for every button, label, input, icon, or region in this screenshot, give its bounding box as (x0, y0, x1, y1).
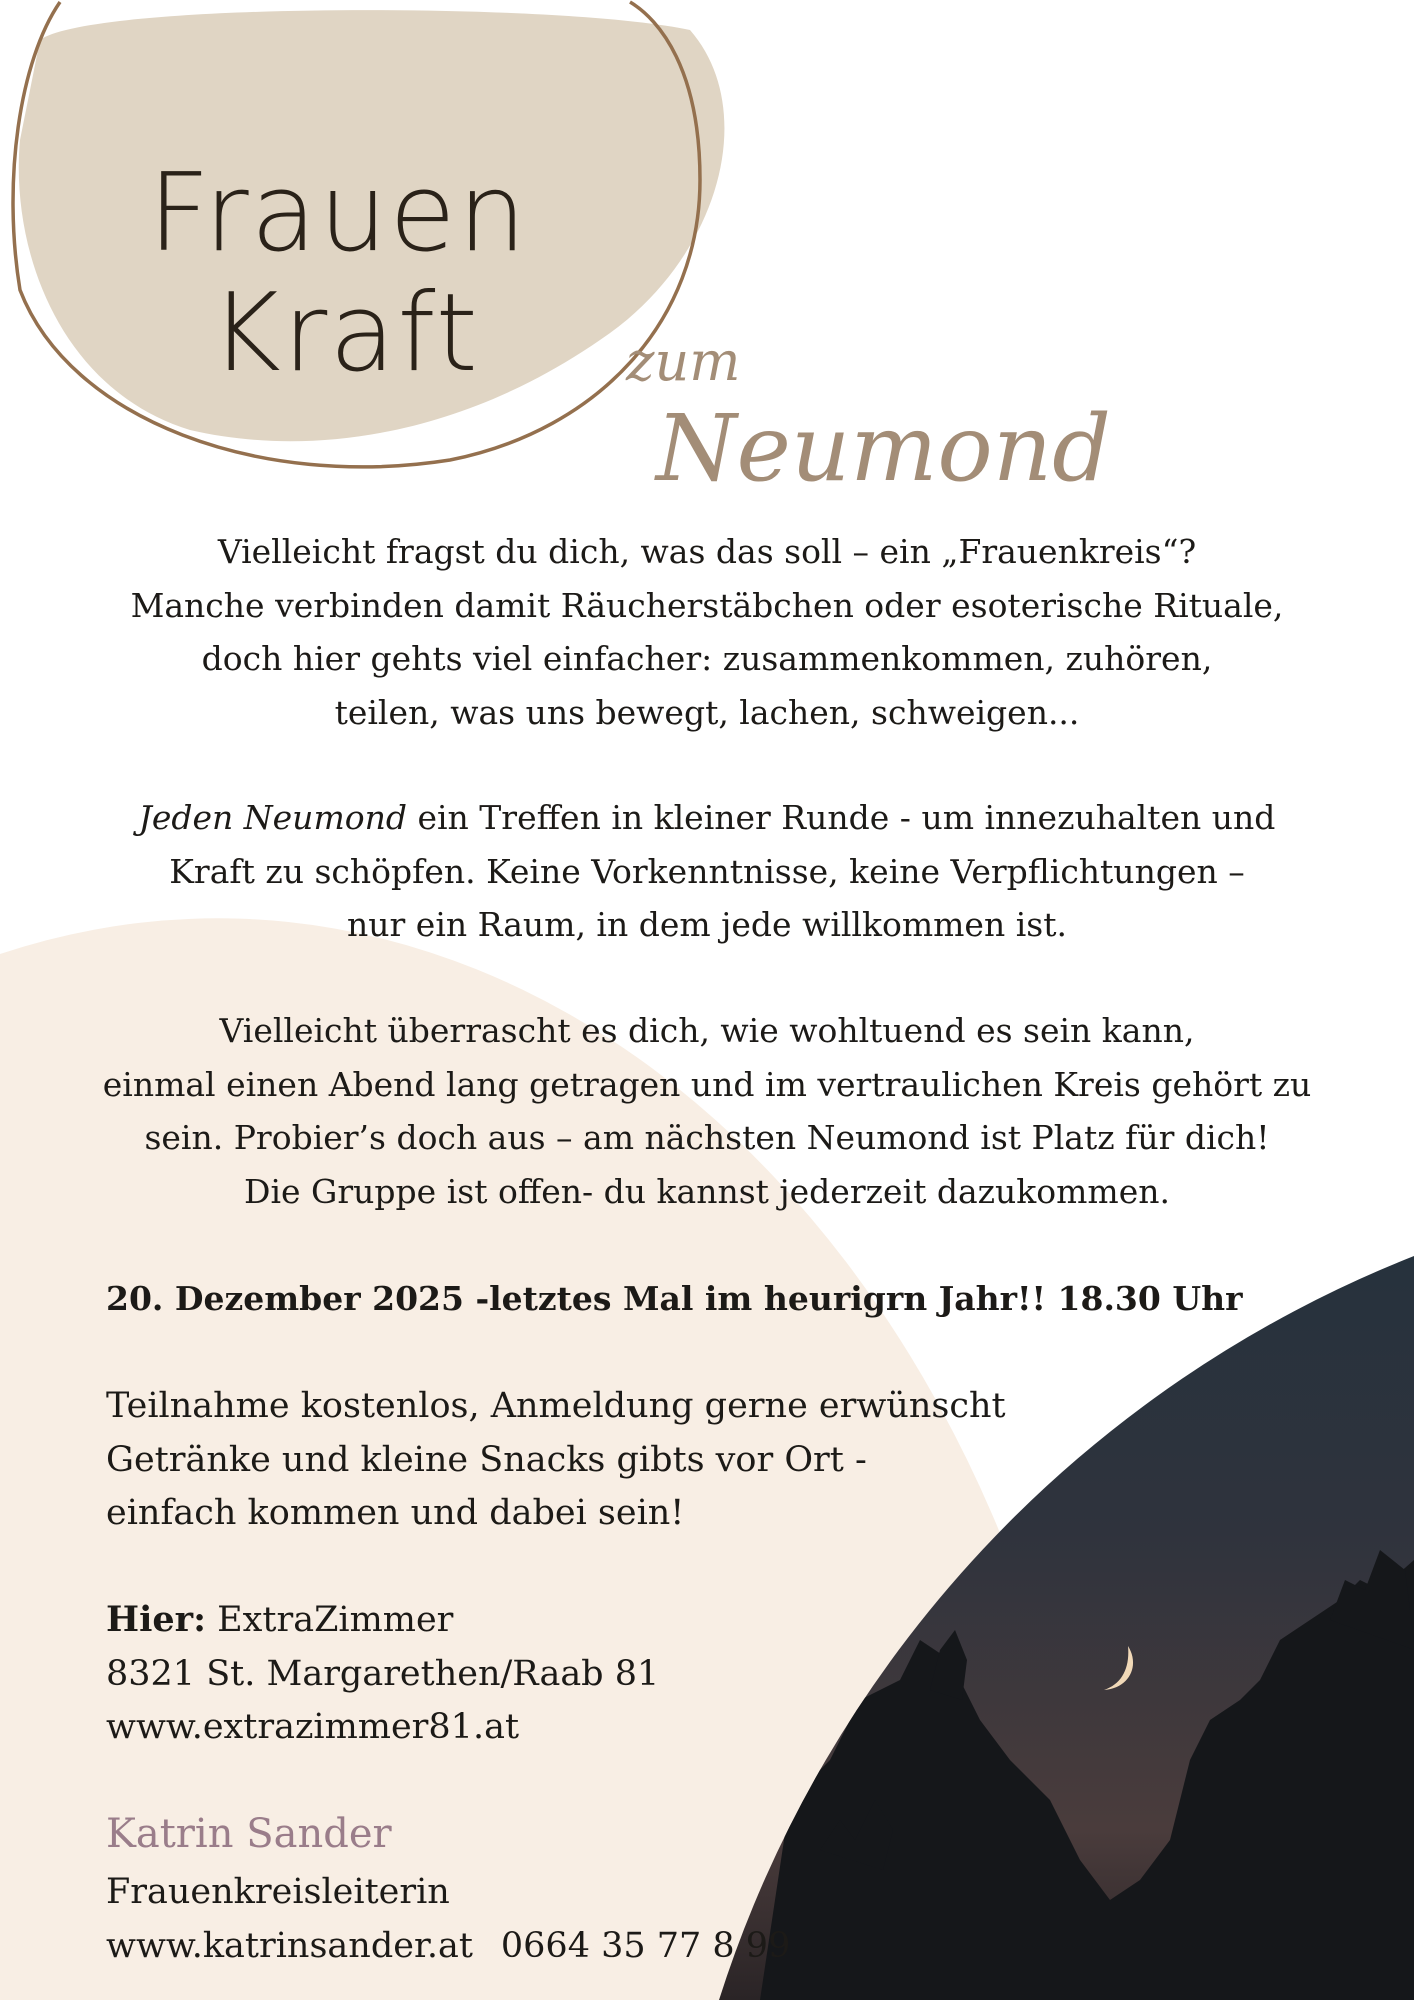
text-line: doch hier gehts viel einfacher: zusammenkommen, zuhören, (201, 639, 1213, 678)
host-contact (106, 1920, 790, 1974)
text-line: Teilnahme kostenlos, Anmeldung gerne erwünscht (106, 1386, 1006, 1426)
text-line (0, 791, 1414, 845)
event-date: 20. Dezember 2025 -letztes Mal im heurigrn Jahr!! 18.30 Uhr (106, 1279, 1243, 1318)
host-name: Katrin Sander (106, 1811, 392, 1857)
location-name-text: ExtraZimmer (206, 1600, 454, 1640)
title-line-2: Kraft (210, 271, 480, 396)
text-line: einfach kommen und dabei sein! (106, 1493, 685, 1533)
text-line: nur ein Raum, in dem jede willkommen ist. (347, 905, 1067, 944)
intro-paragraph-2 (0, 791, 1414, 952)
title-line-1: Frauen (148, 151, 529, 276)
emphasis-text: Jeden Neumond (138, 798, 407, 837)
host-phone[interactable]: 0664 35 77 8 99 (500, 1925, 791, 1966)
text-line: sein. Probier’s doch aus – am nächsten Neumond ist Platz für dich! (144, 1118, 1270, 1157)
text-span: ein Treffen in kleiner Runde - um innezuhalten und (406, 798, 1276, 837)
text-line: einmal einen Abend lang getragen und im vertraulichen Kreis gehört zu (102, 1064, 1312, 1104)
text-line: teilen, was uns bewegt, lachen, schweigen... (334, 692, 1080, 732)
location-website-link[interactable]: www.extrazimmer81.at (106, 1707, 520, 1747)
host-block (106, 1866, 790, 1973)
text-line: Getränke und kleine Snacks gibts vor Ort - (106, 1439, 867, 1480)
location-name (106, 1593, 659, 1648)
text-line: Kraft zu schöpfen. Keine Vorkenntnisse, keine Verpflichtungen – (169, 851, 1245, 891)
intro-paragraph-1 (0, 525, 1414, 739)
info-block (106, 1380, 1006, 1541)
host-website-link[interactable]: www.katrinsander.at (106, 1925, 473, 1966)
location-block (106, 1593, 659, 1755)
text-line: Vielleicht überrascht es dich, wie wohltuend es sein kann, (219, 1011, 1195, 1050)
text-line: Vielleicht fragst du dich, was das soll – ein „Frauenkreis“? (217, 532, 1197, 571)
subtitle-line-2: Neumond (656, 395, 1111, 502)
subtitle-line-1: zum (626, 330, 741, 393)
intro-paragraph-3 (0, 1004, 1414, 1218)
host-role: Frauenkreisleiterin (106, 1872, 450, 1912)
text-line: Die Gruppe ist offen- du kannst jederzeit dazukommen. (244, 1171, 1170, 1211)
location-label: Hier: (106, 1599, 206, 1640)
location-address: 8321 St. Margarethen/Raab 81 (106, 1653, 660, 1694)
text-line: Manche verbinden damit Räucherstäbchen oder esoterische Rituale, (130, 585, 1284, 625)
